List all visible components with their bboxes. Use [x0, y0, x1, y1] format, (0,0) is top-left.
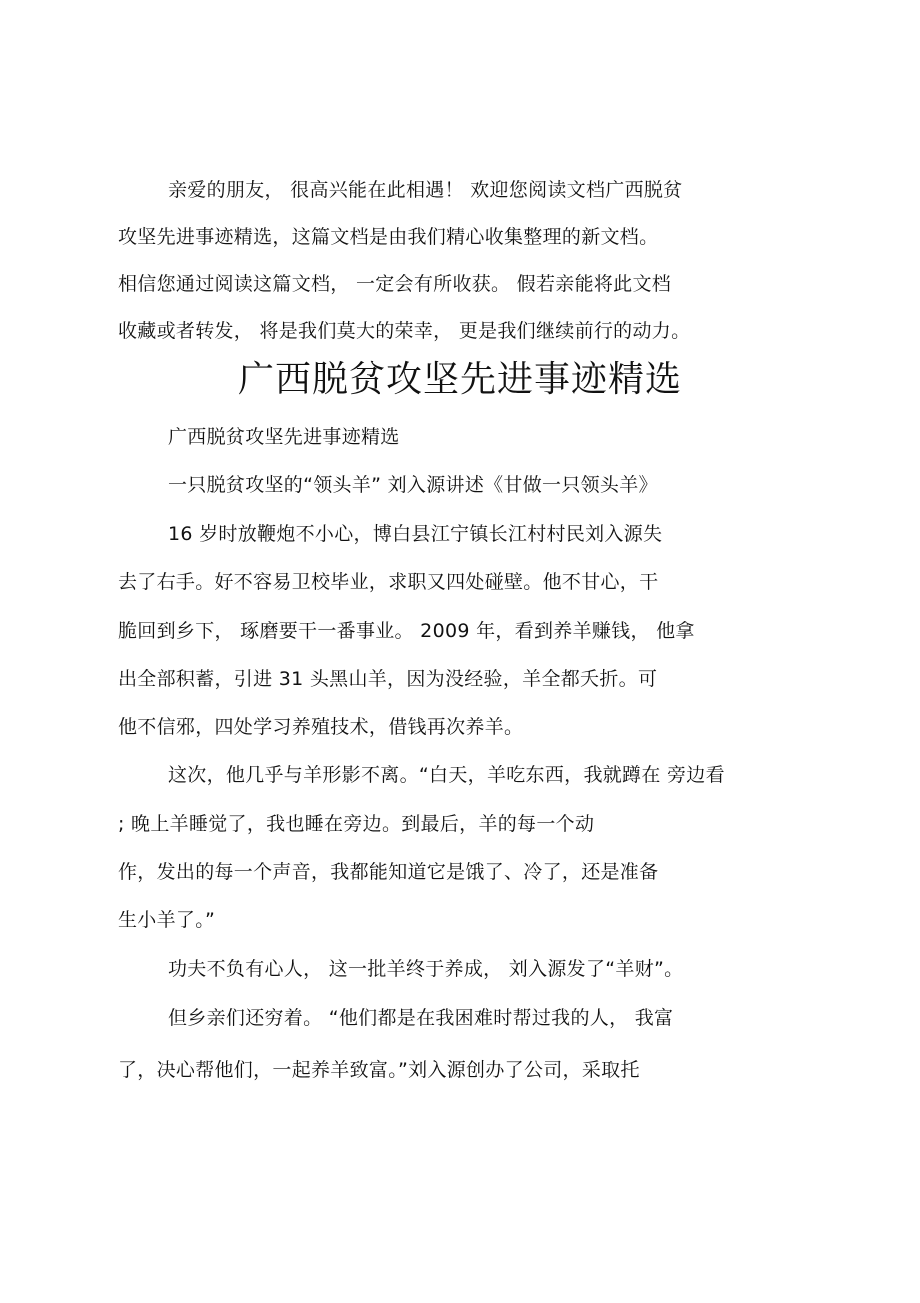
body-line-12: 功夫不负有心人， 这一批羊终于养成， 刘入源发了“羊财”。: [168, 958, 684, 980]
body-line-13: 但乡亲们还穷着。 “他们都是在我困难时帮过我的人， 我富: [168, 1007, 674, 1029]
intro-line-1: 亲爱的朋友， 很高兴能在此相遇！ 欢迎您阅读文档广西脱贫: [168, 179, 683, 201]
body-line-2: 一只脱贫攻坚的“领头羊” 刘入源讲述《甘做一只领头羊》: [168, 474, 658, 496]
intro-line-3: 相信您通过阅读这篇文档， 一定会有所收获。 假若亲能将此文档: [118, 273, 672, 295]
body-line-14: 了，决心帮他们，一起养羊致富。”刘入源创办了公司，采取托: [118, 1059, 640, 1081]
body-line-10: 作，发出的每一个声音，我都能知道它是饿了、冷了，还是准备: [118, 861, 659, 883]
body-line-7: 他不信邪，四处学习养殖技术，借钱再次养羊。: [118, 716, 524, 738]
body-line-9: ; 晚上羊睡觉了，我也睡在旁边。到最后，羊的每一个动: [118, 813, 595, 835]
intro-line-4: 收藏或者转发， 将是我们莫大的荣幸， 更是我们继续前行的动力。: [118, 320, 691, 342]
body-line-4: 去了右手。好不容易卫校毕业，求职又四处碰壁。他不甘心，干: [118, 571, 659, 593]
intro-line-2: 攻坚先进事迹精选，这篇文档是由我们精心收集整理的新文档。: [118, 226, 659, 248]
body-line-11: 生小羊了。”: [118, 909, 216, 931]
body-line-6: 出全部积蓄，引进 31 头黑山羊，因为没经验，羊全都夭折。可: [118, 668, 658, 690]
body-line-5: 脆回到乡下， 琢磨要干一番事业。 2009 年，看到养羊赚钱， 他拿: [118, 620, 695, 642]
body-line-1: 广西脱贫攻坚先进事迹精选: [168, 426, 400, 448]
body-line-8: 这次，他几乎与羊形影不离。“白天，羊吃东西，我就蹲在 旁边看: [168, 764, 725, 786]
document-title: 广西脱贫攻坚先进事迹精选: [237, 359, 682, 400]
body-line-3: 16 岁时放鞭炮不小心，博白县江宁镇长江村村民刘入源失: [168, 523, 663, 545]
